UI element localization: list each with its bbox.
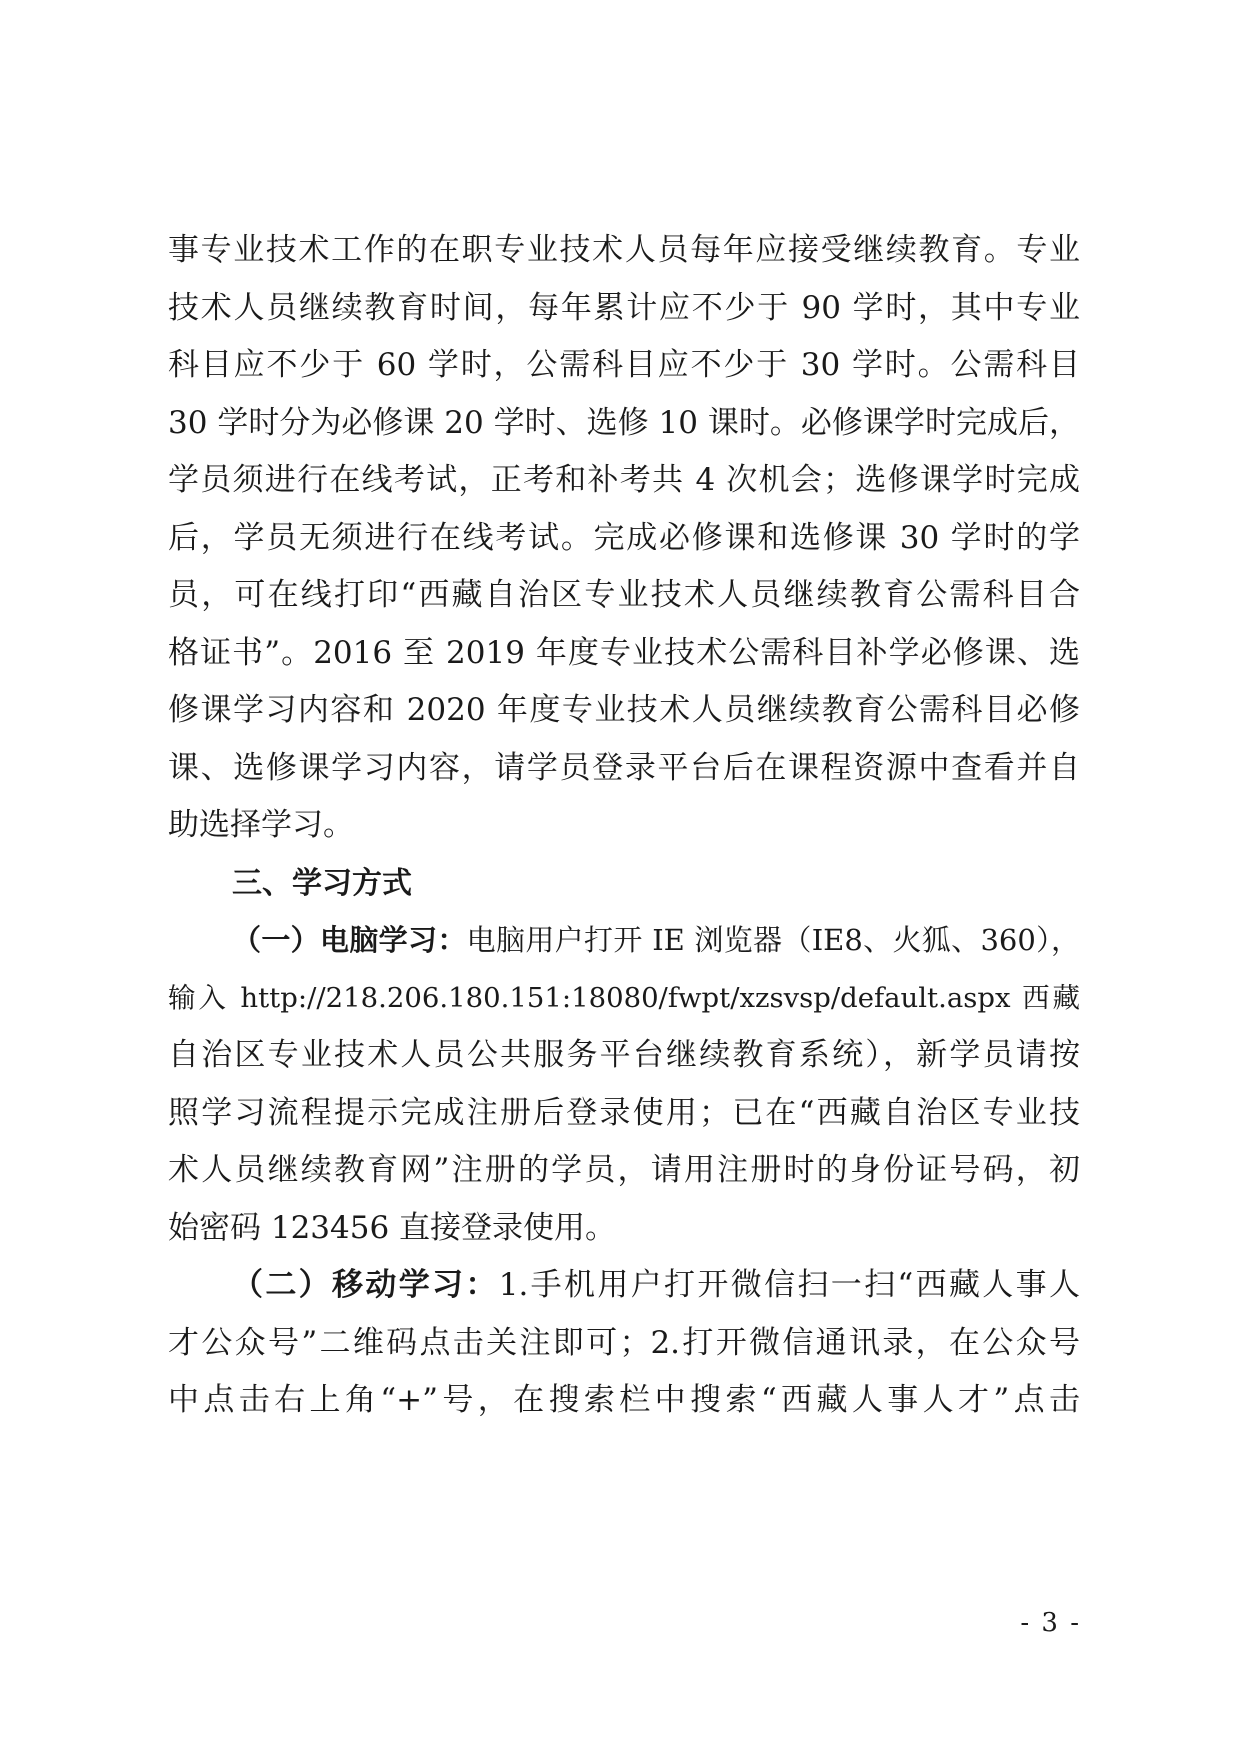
paragraph-line: 事专业技术工作的在职专业技术人员每年应接受继续教育。专业 [168, 232, 1080, 268]
paragraph-line: 格证书”。2016 至 2019 年度专业技术公需科目补学必修课、选 [168, 634, 1080, 671]
pc-learning-label: （一）电脑学习： [232, 923, 467, 957]
pc-learning-first-line [168, 912, 1080, 970]
section-heading: 三、学习方式 [232, 865, 412, 901]
pc-learning-text: 电脑用户打开 IE 浏览器（IE8、火狐、360）， [466, 923, 1080, 957]
mobile-learning-text: 1.手机用户打开微信扫一扫“西藏人事人 [498, 1267, 1080, 1303]
paragraph-line: 员，可在线打印“西藏自治区专业技术人员继续教育公需科目合 [168, 577, 1080, 613]
paragraph-line: 修课学习内容和 2020 年度专业技术人员继续教育公需科目必修 [168, 692, 1080, 728]
paragraph-line: 课、选修课学习内容，请学员登录平台后在课程资源中查看并自 [168, 749, 1080, 786]
paragraph-line: 始密码 123456 直接登录使用。 [168, 1209, 617, 1246]
paragraph-line: 才公众号”二维码点击关注即可；2.打开微信通讯录，在公众号 [168, 1324, 1080, 1361]
paragraph-line: 技术人员继续教育时间，每年累计应不少于 90 学时，其中专业 [168, 289, 1080, 326]
paragraph-line: 助选择学习。 [168, 807, 354, 843]
paragraph-line: 术人员继续教育网”注册的学员，请用注册时的身份证号码，初 [168, 1152, 1080, 1188]
paragraph-line: 照学习流程提示完成注册后登录使用；已在“西藏自治区专业技 [168, 1094, 1080, 1131]
document-body [168, 222, 1080, 1430]
paragraph-line: 30 学时分为必修课 20 学时、选修 10 课时。必修课学时完成后， [168, 404, 1080, 441]
paragraph-line: 后，学员无须进行在线考试。完成必修课和选修课 30 学时的学 [168, 519, 1080, 556]
paragraph-line: 学员须进行在线考试，正考和补考共 4 次机会；选修课学时完成 [168, 462, 1080, 498]
paragraph-line: 科目应不少于 60 学时，公需科目应不少于 30 学时。公需科目 [168, 347, 1080, 383]
paragraph-line: 自治区专业技术人员公共服务平台继续教育系统），新学员请按 [168, 1037, 1080, 1073]
mobile-learning-label: （二）移动学习： [232, 1267, 499, 1303]
mobile-learning-first-line [168, 1257, 1080, 1315]
page-number: - 3 - [1020, 1608, 1081, 1638]
paragraph-line: 输入 http://218.206.180.151:18080/fwpt/xzsvsp/default.aspx 西藏 [168, 981, 1080, 1014]
paragraph-line: 中点击右上角“+”号，在搜索栏中搜索“西藏人事人才”点击 [168, 1382, 1080, 1418]
